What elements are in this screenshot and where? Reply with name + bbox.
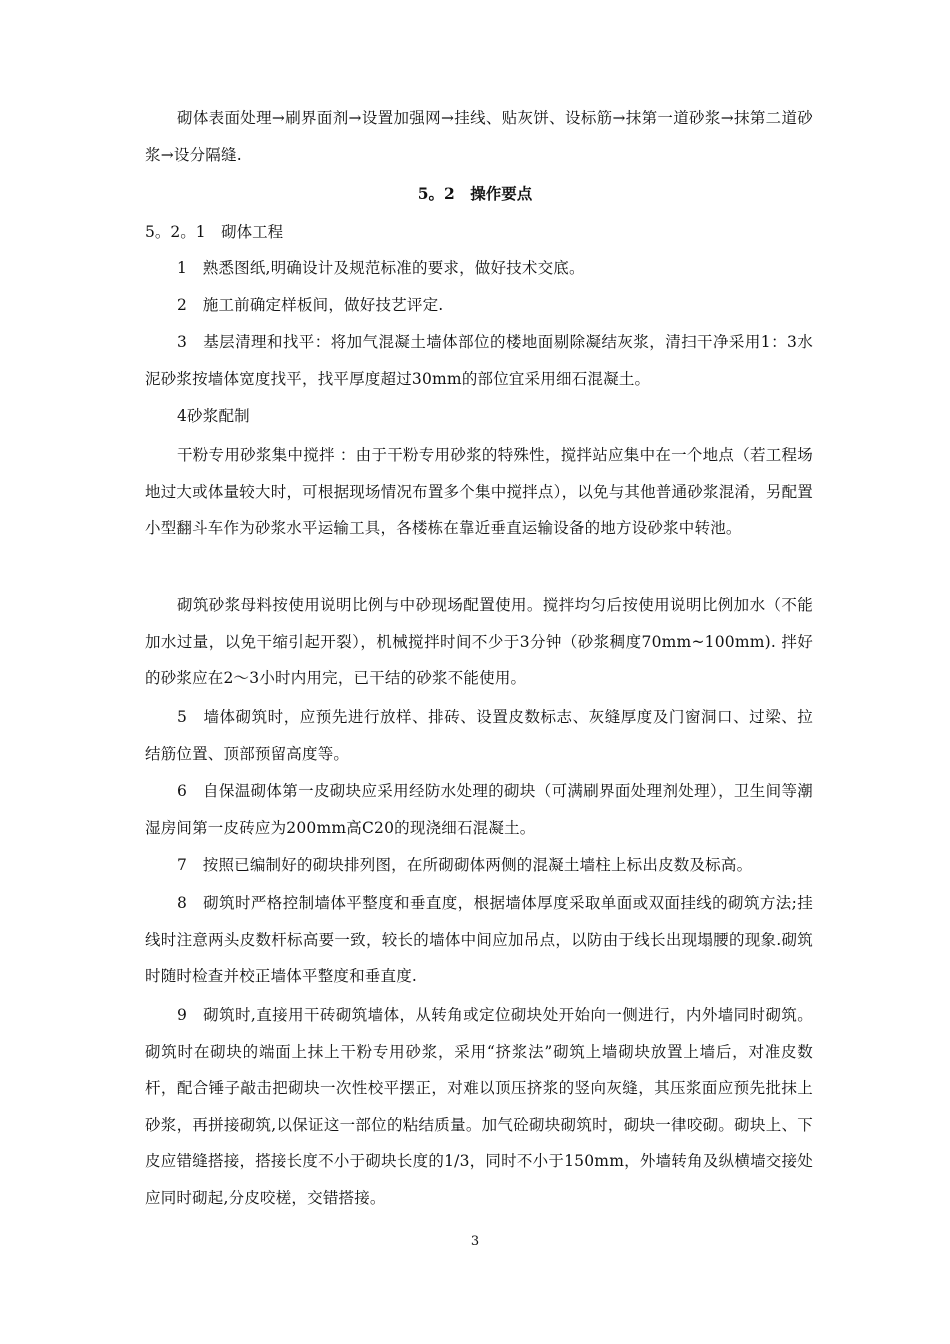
item-8: 8 砌筑时严格控制墙体平整度和垂直度，根据墙体厚度采取单面或双面挂线的砌筑方法;挂线时注意两头皮数杆标高要一致，较长的墙体中间应加吊点，以防由于线长出现塌腰的现象.砌筑时随时检查并校正墙体平整度和垂直度.: [145, 894, 813, 985]
section-heading: 5。2 操作要点: [417, 184, 533, 203]
item-4-paragraph-2: 砌筑砂浆母料按使用说明比例与中砂现场配置使用。搅拌均匀后按使用说明比例加水（不能加水过量，以免干缩引起开裂），机械搅拌时间不少于3分钟（砂浆稠度70mm~100mm). 拌好的砂浆应在2～3小时内用完，已干结的砂浆不能使用。: [145, 596, 813, 687]
item-4-heading: 4砂浆配制: [177, 407, 250, 425]
process-flow-paragraph: 砌体表面处理→刷界面剂→设置加强网→挂线、贴灰饼、设标筋→抹第一道砂浆→抹第二道砂浆→设分隔缝.: [145, 109, 813, 164]
item-9: 9 砌筑时,直接用干砖砌筑墙体，从转角或定位砌块处开始向一侧进行，内外墙同时砌筑。砌筑时在砌块的端面上抹上干粉专用砂浆，采用“挤浆法”砌筑上墙砌块放置上墙后，对准皮数杆，配合锤子敲击把砌块一次性校平摆正，对难以顶压挤浆的竖向灰缝，其压浆面应预先批抹上砂浆，再拼接砌筑,以保证这一部位的粘结质量。加气砼砌块砌筑时，砌块一律咬砌。砌块上、下皮应错缝搭接，搭接长度不小于砌块长度的1/3，同时不小于150mm，外墙转角及纵横墙交接处应同时砌起,分皮咬槎，交错搭接。: [145, 1006, 813, 1207]
item-7: 7 按照已编制好的砌块排列图，在所砌砌体两侧的混凝土墙柱上标出皮数及标高。: [177, 856, 753, 874]
item-2: 2 施工前确定样板间，做好技艺评定.: [177, 296, 444, 314]
item-3: 3 基层清理和找平：将加气混凝土墙体部位的楼地面剔除凝结灰浆，清扫干净采用1：3水泥砂浆按墙体宽度找平，找平厚度超过30mm的部位宜采用细石混凝土。: [145, 333, 813, 388]
subsection-heading: 5。2。1 砌体工程: [145, 223, 284, 241]
page-number: 3: [470, 1234, 480, 1249]
item-5: 5 墙体砌筑时，应预先进行放样、排砖、设置皮数标志、灰缝厚度及门窗洞口、过梁、拉结筋位置、顶部预留高度等。: [145, 708, 813, 763]
item-1: 1 熟悉图纸,明确设计及规范标准的要求，做好技术交底。: [177, 259, 585, 277]
item-6: 6 自保温砌体第一皮砌块应采用经防水处理的砌块（可满刷界面处理剂处理），卫生间等潮湿房间第一皮砖应为200mm高C20的现浇细石混凝土。: [145, 782, 813, 837]
item-4-paragraph-1: 干粉专用砂浆集中搅拌 ：由于干粉专用砂浆的特殊性，搅拌站应集中在一个地点（若工程场地过大或体量较大时，可根据现场情况布置多个集中搅拌点），以免与其他普通砂浆混淆，另配置小型翻斗车作为砂浆水平运输工具，各楼栋在靠近垂直运输设备的地方设砂浆中转池。: [145, 446, 813, 537]
